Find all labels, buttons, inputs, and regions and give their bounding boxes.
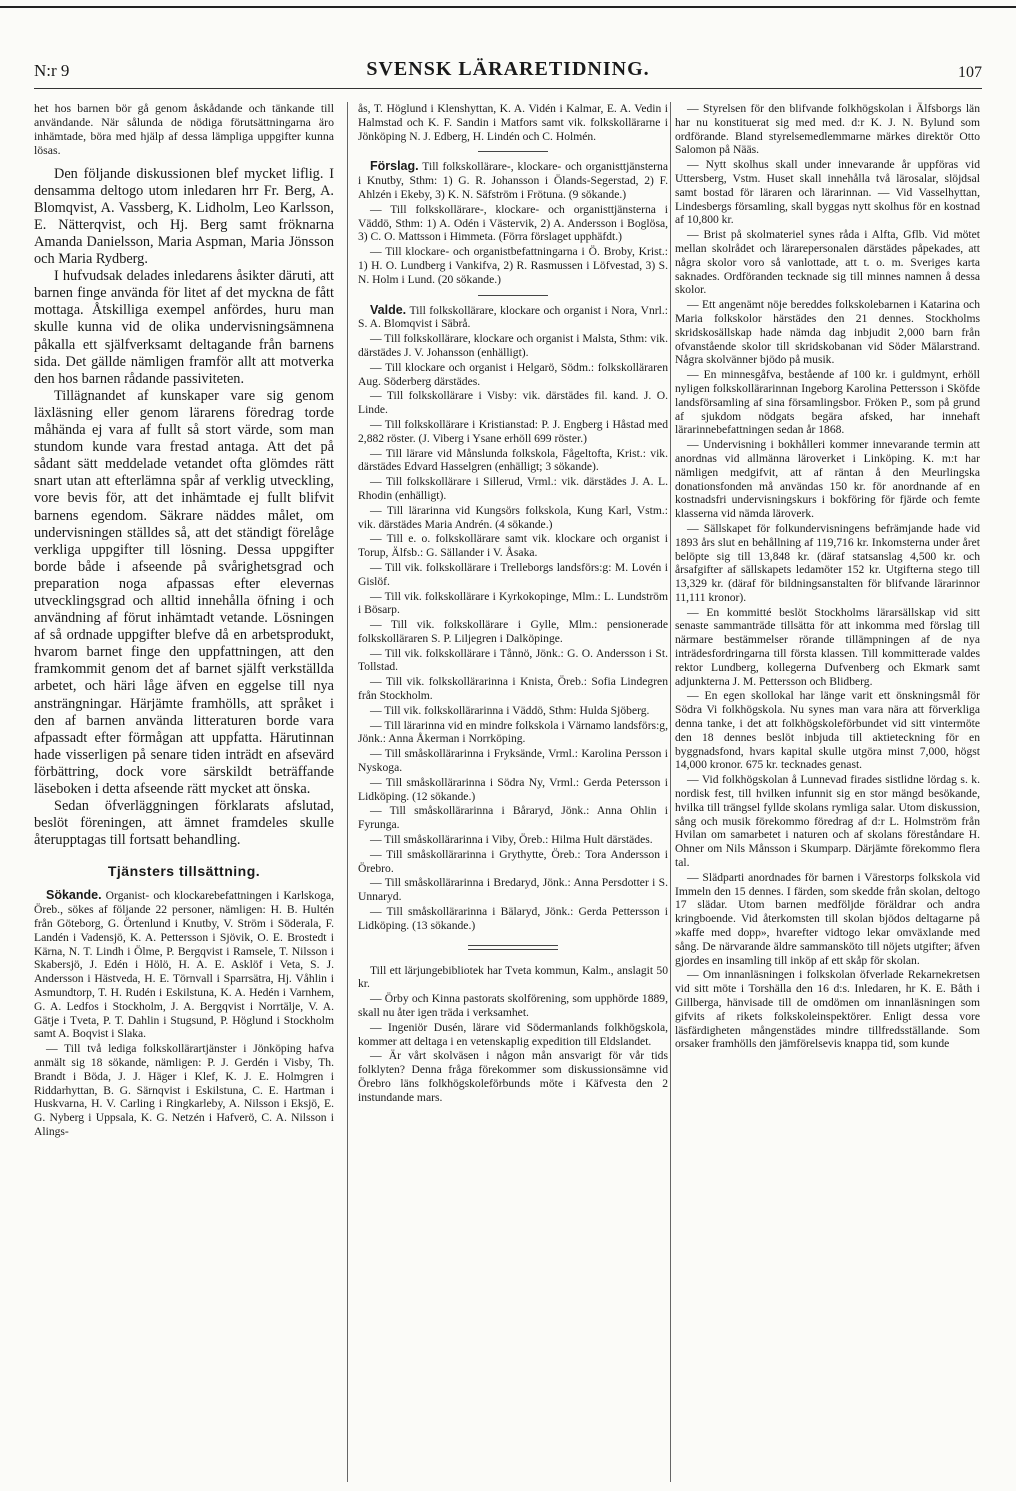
article-paragraph: Sedan öfverläggningen förklarats afslutad, beslöt föreningen, att ämnet framdeles skulle återupptagas till fortsatt behandling.: [34, 798, 334, 849]
notice-text: Till folkskollärare, klockare och organist i Nora, Vnrl.: S. A. Blomqvist i Säbrå.: [358, 303, 668, 331]
news-item: — Vid folkhögskolan å Lunnevad firades sistlidne lördag s. k. nordisk fest, till hvilken infunnit sig en stor mängd besökande, hvilka till trängsel fyllde skolans rymliga salar. Utom diskussion, sång och musik förekommo föredrag af d:r L. Holmström från Hvilan om samarbetet i naturen och af skolans föreståndare H. Ohner om Nils Månsson i Skumparp. Därjämte förekommo flera tal.: [675, 773, 980, 870]
notice-text: — Till folkskollärare i Sillerud, Vrml.: vik. därstädes J. A. L. Rhodin (enhälligt).: [358, 475, 668, 502]
notice-text: — Till e. o. folkskollärare samt vik. klockare och organist i Torup, Älfsb.: G. Sällander i V. Åsaka.: [358, 532, 668, 560]
article-paragraph: Tillägnandet af kunskaper vare sig genom läxläsning eller genom lärarens föredrag torde måhända ej vara af fullt så stort värde, som man stundom kunde vara frestad antaga. Att det på sådant sätt meddelade vetandet ofta glömdes rätt snart utan att efterlämna spår af verklig utveckling, vore bevis för, att det inhämtade ej fullt blifvit barnens egendom. Säkrare näddes målet, om undervisningen ställdes så, att det ständigt förelåge verkliga uppgifter till lösning. Dessa uppgifter borde både i afseende på svårighetsgrad och preparation noga afpassas efter elevernas utvecklingsgrad och alltid innehålla öfning i och användning af förut inhämtadt vetande. Lösningen af så ordnade uppgifter blefve då en arbetsprodukt, hvarom barnet finge den uppfattningen, att den framkommit genom det af barnet själft verkställda arbetet, och häri låge äfven en eggelse till nya ansträngningar. Härjämte framhölls, att språket i den af barnen använda litteraturen borde vara afpassadt efter förmågan att uppfatta. Härutinnan hade visserligen på senare tiden inträdt en afsevärd förbättring, dock vore särskildt beträffande läseboken i detta afseende rätt mycket att önska.: [34, 387, 334, 797]
notice-text: — Till folkskollärare i Visby: vik. därstädes fil. kand. J. O. Linde.: [358, 389, 668, 417]
notice-text: — Till småskollärarinna i Båraryd, Jönk.: Anna Ohlin i Fyrunga.: [358, 804, 668, 832]
keyword-sokande: Sökande.: [46, 888, 102, 903]
notice-text: — Till klockare- och organistbefattningarna i Ö. Broby, Krist.: 1) H. O. Lundberg i Vankifva, 2) R. Rasmussen i Löfvestad, 3) S. N. Holm i Lund. (20 sökande.): [358, 245, 668, 286]
keyword-forslag: Förslag.: [370, 159, 419, 174]
notice-text: — Till lärarinna vid Kungsörs folkskola, Kung Karl, Vstm.: vik. därstädes Maria Andrén. (4 sökande.): [358, 503, 668, 531]
lead-paragraph: het hos barnen bör gå genom åskådande och tänkande till användande. När sålunda de nödiga förutsättningarna äro inhämtade, böra med hjälp af dessa lämpliga uppgifter kunna lösas.: [34, 102, 334, 157]
column-3: [675, 102, 980, 1482]
keyword-valde: Valde.: [370, 302, 407, 317]
notice-text: — Till vik. folkskollärare i Kyrkokopinge, Mlm.: L. Lundström i Bösarp.: [358, 589, 668, 617]
notice-text: ås, T. Höglund i Klenshyttan, K. A. Vidén i Kalmar, E. A. Vedin i Halmstad och K. F. Sandin i Matfors samt vik. folkskollärarne i Jönköping N. J. Edberg, H. Lindén och C. Holmén.: [358, 102, 668, 143]
notice-text: — Till folkskollärare-, klockare- och organisttjänsterna i Väddö, Sthm: 1) A. Odén i Västervik, 2) A. Andersson i Boglösa, 3) C. O. Mattsson i Himmeta. (Förra förslaget upphäfdt.): [358, 202, 668, 244]
news-item: — Ingeniör Dusén, lärare vid Södermanlands folkhögskola, kommer att deltaga i en vetenskaplig expedition till Eldslandet.: [358, 1020, 668, 1048]
notice-text: — Till lärare vid Månslunda folkskola, Fågeltofta, Krist.: vik. därstädes Edvard Hasselgren (enhälligt; 3 sökande).: [358, 446, 668, 474]
page-number: 107: [958, 64, 982, 81]
news-item: — En kommitté beslöt Stockholms lärarsällskap vid sitt senaste sammanträde tillsätta för att inkomma med förslag till närmare bestämmelser rörande tillämpningen af de nya inträdesfordringarna till första klassen. Till kommitterade valdes rektor Lundberg, kollegerna Dufvenberg och Ekmark samt adjunkterna J. M. Pettersson och Blidberg.: [675, 605, 980, 688]
notice-text: — Till vik. folkskollärarinna i Knista, Öreb.: Sofia Lindegren från Stockholm.: [358, 675, 668, 703]
notice-text: Till folkskollärare-, klockare- och organisttjänsterna i Knutby, Sthm: 1) G. R. Johansson i Ölands-Segerstad, 2) F. Ahlzén i Ekeby, 3) K. N. Säfström i Frötuna. (9 sökande.): [358, 160, 668, 201]
top-border: [0, 6, 1016, 8]
issue-number: N:r 9: [34, 61, 70, 80]
news-item: — Örby och Kinna pastorats skolförening, som upphörde 1889, skall nu åter igen träda i verksamhet.: [358, 992, 668, 1020]
news-item: — Om innanläsningen i folkskolan öfverlade Rekarnekretsen vid sitt möte i Torshälla den 16 d:s. Inledaren, hr K. E. Båth i Gillberga, hänvisade till de omdömen om innanläsningen som gifvits af rikets folkskoleinspektörer. Enligt dessa vore läsfärdigheten mångenstädes mindre tillfredsställande. Som orsaker framhölls den jämförelsevis knappa tid, som kunde: [675, 968, 980, 1051]
short-rule: [478, 151, 548, 152]
news-item: Till ett lärjungebibliotek har Tveta kommun, Kalm., anslagit 50 kr.: [358, 963, 668, 991]
notice-text: — Till folkskollärare, klockare och organist i Malsta, Sthm: vik. därstädes J. V. Johansson (enhälligt).: [358, 332, 668, 359]
double-rule: [468, 945, 558, 950]
notice-text: — Till småskollärarinna i Södra Ny, Vrml.: Gerda Petersson i Lidköping. (12 sökande.): [358, 775, 668, 803]
header-rule: [34, 88, 982, 89]
news-item: — Ett angenämt nöje bereddes folkskolebarnen i Katarina och Maria folkskolor härstädes den 21 dennes. Stockholms skridskosällskap hade nämda dag inbjudit 2,000 barn från ofvanstående skolor till skridskobanan vid Söder Mälarstrand. Några skolvänner bjödo på musik.: [675, 298, 980, 367]
news-item: — Styrelsen för den blifvande folkhögskolan i Älfsborgs län har nu konstituerat sig med med. d:r K. J. N. Bylund som ordförande. Bland styrelsemedlemmarne märkes direktör Otto Salomon på Nääs.: [675, 102, 980, 157]
news-item: — Undervisning i bokhålleri kommer innevarande termin att anordnas vid allmänna läroverket i Linköping. K. m:t har nämligen medgifvit, att af räntan å den Meurlingska donationsfonden må användas 150 kr. för anordnande af en kostnadsfri undervisningskurs i bokföring för fjärde och femte klasserna vid nämda läroverk.: [675, 438, 980, 521]
notice-text: — Till småskollärarinna i Bälaryd, Jönk.: Gerda Pettersson i Lidköping. (13 sökande.): [358, 905, 668, 932]
notice-text: — Till vik. folkskollärarinna i Väddö, Sthm: Hulda Sjöberg.: [370, 703, 650, 717]
notice-text: — Till vik. folkskollärare i Tånnö, Jönk.: G. O. Andersson i St. Tollstad.: [358, 646, 668, 674]
notice-text: — Till vik. folkskollärare i Trelleborgs landsförs:g: M. Lovén i Gislöf.: [358, 560, 668, 588]
section-heading: Tjänsters tillsättning.: [107, 863, 261, 880]
notice-text: Organist- och klockarebefattningen i Karlskoga, Öreb., sökes af följande 22 personer, nämligen: H. B. Hultén från Göteborg, G. Örtenlund i Knutby, V. Ström i Söderala, F. Landén i Vadensjö, K. A. Pettersson i Sjövik, O. E. Brostedt i Kärna, N. T. Lindh i Ölme, P. Bergqvist i Ramsele, T. Nilsson i Skabersjö, J. Edén i Hölö, H. A. E. Asklöf i Veta, S. J. Andersson i Hästveda, H. E. Törnvall i Sparrsätra, Hj. Våhlin i Asmundtorp, T. H. Rudén i Eskilstuna, K. A. Hedén i Varnhem, G. A. Ledfos i Stockholm, J. A. Bergqvist i Norrtälje, V. A. Gätje i Tveta, P. T. Dahlin i Stugsund, P. Höglund i Stockholm samt A. Boqvist i Slaka.: [34, 889, 334, 1041]
newspaper-title: SVENSK LÄRARETIDNING.: [366, 58, 650, 80]
page-header: [34, 58, 982, 82]
news-item: — Nytt skolhus skall under innevarande år uppföras vid Uttersberg, Vstm. Huset skall innehålla två lärosalar, slöjdsal samt bostad för läraren och lärarinnan. — Vid Vasselhyttan, Lindesbergs församling, skall byggas nytt skolhus för en kostnad af 10,800 kr.: [675, 158, 980, 227]
notice-text: — Till lärarinna vid en mindre folkskola i Värnamo landsförs:g, Jönk.: Anna Åkerman i Norrköping.: [358, 718, 668, 746]
notice-text: — Till klockare och organist i Helgarö, Södm.: folkskolläraren Aug. Söderberg därstädes.: [358, 360, 668, 388]
notice-text: — Till småskollärarinna i Fryksände, Vrml.: Karolina Persson i Nyskoga.: [358, 747, 668, 775]
news-item: — Sällskapet för folkundervisningens befrämjande hade vid 1893 års slut en behållning af 119,716 kr. Inkomsterna under året belöpte sig till 13,848 kr. (däraf statsanslag 4,500 kr. och årsafgifter af sällskapets ledamöter 152 kr. Utgifterna stego till 13,329 kr. (däraf för bildningsanstalten för blifvande lärarinnor 11,111 kronor).: [675, 521, 980, 604]
notice-text: — Till småskollärarinna i Viby, Öreb.: Hilma Hult därstädes.: [370, 833, 653, 847]
notice-text: — Till två lediga folkskollärartjänster i Jönköping hafva anmält sig 18 sökande, nämligen: P. J. Gerdén i Visby, Th. Brandt i Böda, J. J. Häger i Klef, K. J. E. Holmgren i Riddarhyttan, B. G. Särnqvist i Eskilstuna, C. E. Hartman i Huskvarna, H. V. Carling i Ringkarleby, A. Nilsson i Eksjö, E. G. Nyberg i Uppsala, K. G. Netzén i Hafverö, C. A. Nilsson i Alings-: [34, 1042, 334, 1138]
news-item: — En egen skollokal har länge varit ett önskningsmål för Södra Vi folkhögskola. Nu synes man vara nära att förverkliga denna tanke, i det att folkhögskoleförbundet vid sitt vintermöte den 18 dennes beslöt inbjuda till aktieteckning för en byggnadsfond, hvars kapital skulle utgöra minst 7,000, högst 14,000 kronor. 675 kr. tecknades genast.: [675, 689, 980, 772]
column-2: [358, 102, 668, 1482]
notice-text: — Till småskollärarinna i Bredaryd, Jönk.: Anna Persdotter i S. Unnaryd.: [358, 876, 668, 904]
news-item: — En minnesgåfva, bestående af 100 kr. i guldmynt, erhöll nyligen folkskollärarinnan Ingeborg Karolina Pettersson i Sköfde landsförsamling af sina församlingsbor. Fröken P., som på grund af sjukdom nödgats begära afsked, har innehaft lärarinnebefattningen sedan år 1868.: [675, 368, 980, 437]
article-paragraph: Den följande diskussionen blef mycket liflig. I densamma deltogo utom inledaren hrr Fr. Berg, A. Blomqvist, A. Vassberg, K. Lidholm, Leo Karlsson, E. Nätterqvist, och Hj. Berg samt fröknarna Amanda Danielsson, Maria Aspman, Maria Jönsson och Maria Rydberg.: [34, 165, 334, 268]
news-item: — Slädparti anordnades för barnen i Värestorps folkskola vid Immeln den 15 dennes. I färden, som skedde från skolan, deltogo 17 slädar. Utom barnen medföljde föräldrar och andra kringboende. Vid återkomsten till skolan bjödos deltagarne på »kaffe med dopp», hvarefter vidtogo lekar omväxlande med sång. De närvarande äldre sammansköto till nöjets utgifter; äfven gjordes en insamling till inköp af ett skåp för skolan.: [675, 870, 980, 967]
news-item: — Brist på skolmateriel synes råda i Alfta, Gflb. Vid mötet mellan skolrådet och lärarepersonalen därstädes påpekades, att några skolor voro så vanlottade, att t. o. m. Sveriges karta saknades. Ordföranden tecknade sig till minnes namnen å dessa skolor.: [675, 228, 980, 297]
column-1: [34, 102, 334, 1482]
column-divider: [347, 102, 348, 1482]
news-item: — Är vårt skolväsen i någon mån ansvarigt för vår tids folklyten? Denna fråga förekommer som diskussionsämne vid Örebro läns folkhögskoleförbunds möte i Käfvesta den 2 instundande mars.: [358, 1049, 668, 1104]
notice-text: — Till vik. folkskollärare i Gylle, Mlm.: pensionerade folkskolläraren S. P. Liljegren i Dalköpinge.: [358, 618, 668, 645]
article-paragraph: I hufvudsak delades inledarens åsikter däruti, att barnen finge använda för litet af det myckna de fått mottaga. Åtskilliga exempel anfördes, huru man skulle kunna vid de olika undervisningsämnena påkalla ett själfverksamt deltagande från barnens sida. Det gällde nämligen framför allt att motverka den hos barnen rådande passiviteten.: [34, 268, 334, 387]
notice-text: — Till folkskollärare i Kristianstad: P. J. Engberg i Håstad med 2,882 röster. (J. Viberg i Ysane erhöll 699 röster.): [358, 417, 668, 445]
column-divider: [670, 102, 671, 1482]
notice-text: — Till småskollärarinna i Grythytte, Öreb.: Tora Andersson i Örebro.: [358, 847, 668, 875]
short-rule: [478, 295, 548, 296]
